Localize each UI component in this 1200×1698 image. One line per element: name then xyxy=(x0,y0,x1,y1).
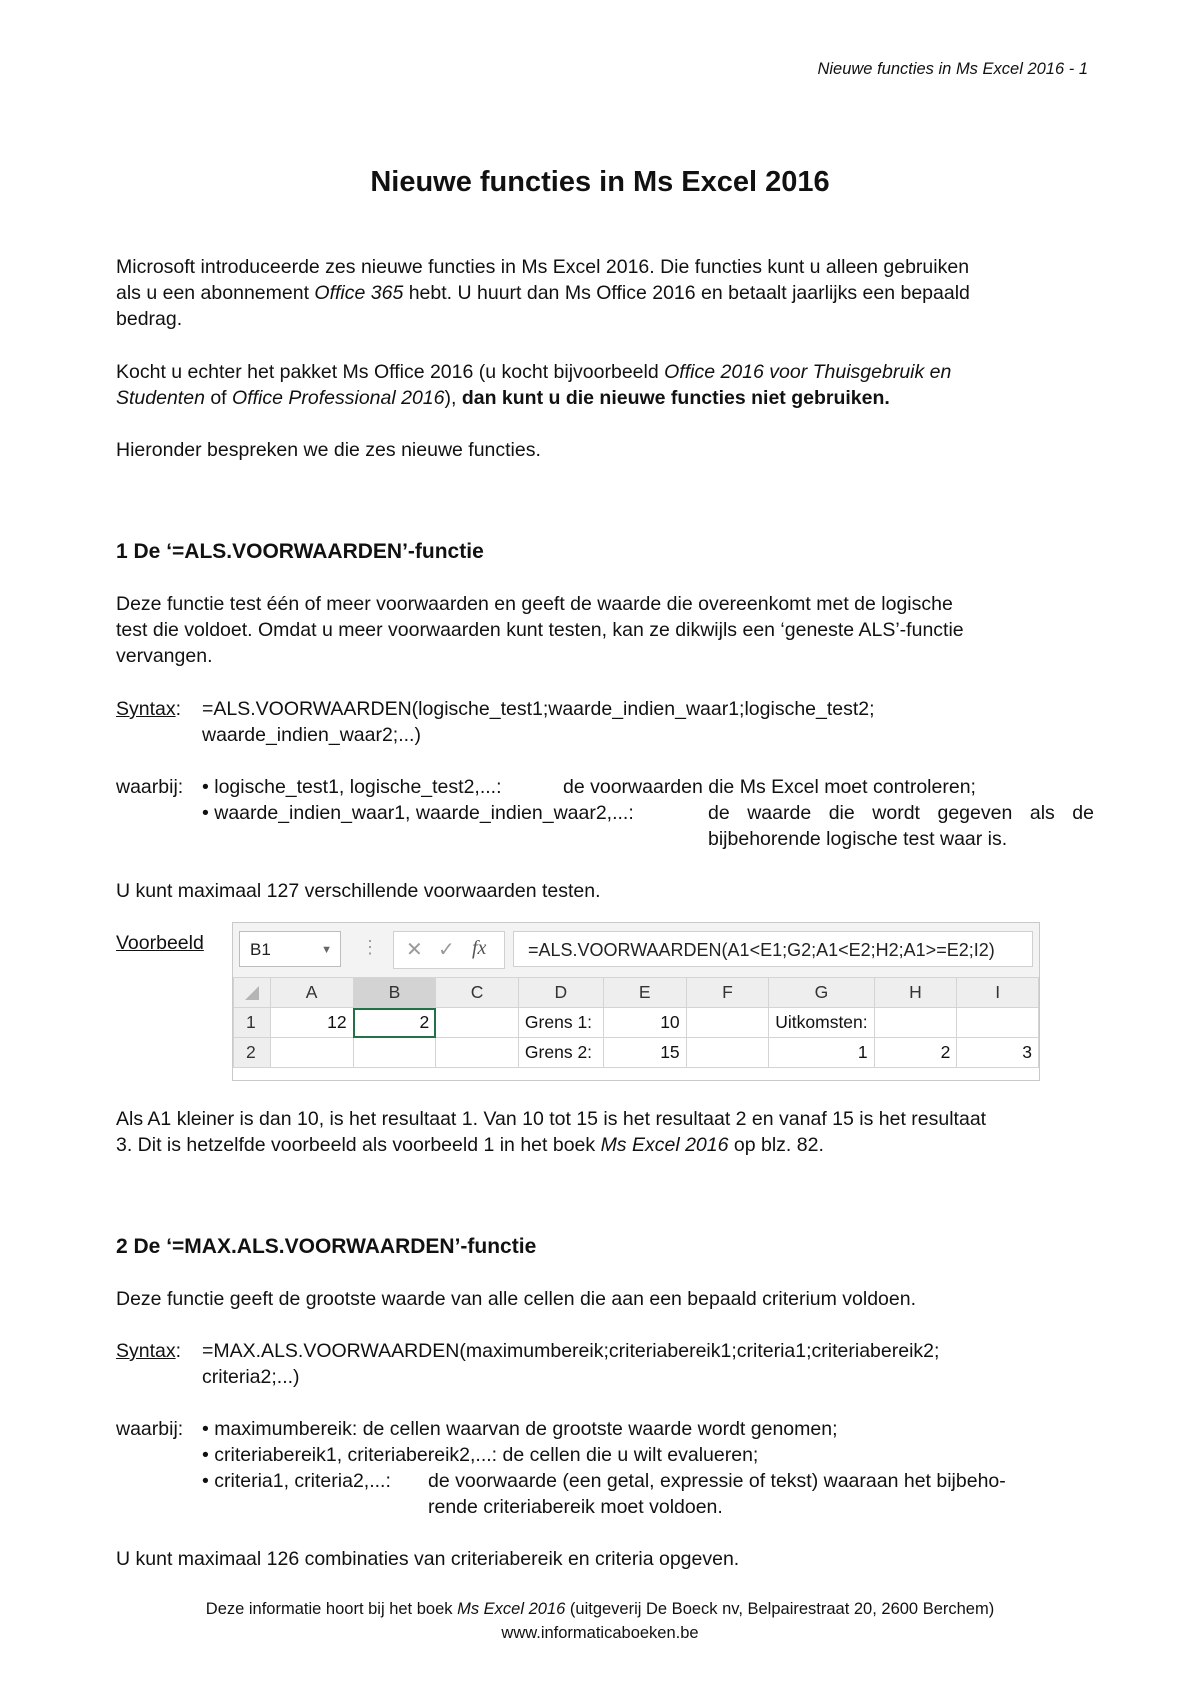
section1-waarbij-label: waarbij: xyxy=(116,776,184,798)
footer-line-1 xyxy=(0,1600,1200,1619)
section1-syntax-line-2: waarde_indien_waar2;...) xyxy=(202,724,421,746)
section1-desc-line-1: Deze functie test één of meer voorwaarden en geeft de waarde die overeenkomt met de logische xyxy=(116,593,953,615)
cell-g1[interactable]: Uitkomsten: xyxy=(769,1008,874,1038)
formula-buttons xyxy=(393,931,505,969)
product-name: Office 2016 voor Thuisgebruik en xyxy=(664,361,952,383)
cell-h1[interactable] xyxy=(874,1008,957,1038)
column-header[interactable]: E xyxy=(603,978,686,1008)
section2-bullet-2: • criteriabereik1, criteriabereik2,...: de cellen die u wilt evalueren; xyxy=(202,1444,759,1466)
cell-c2[interactable] xyxy=(436,1038,519,1068)
text-run: hebt. U huurt dan Ms Office 2016 en betaalt jaarlijks een bepaald xyxy=(403,282,970,304)
intro-p2-line-1 xyxy=(116,359,951,385)
cell-f2[interactable] xyxy=(686,1038,769,1068)
section1-bullet-2-desc-line-2: bijbehorende logische test waar is. xyxy=(708,828,1008,850)
cell-i2[interactable]: 3 xyxy=(957,1038,1039,1068)
cell-h2[interactable]: 2 xyxy=(874,1038,957,1068)
column-header[interactable]: A xyxy=(270,978,353,1008)
intro-line-2 xyxy=(116,280,970,306)
spreadsheet-grid xyxy=(233,977,1039,1068)
section1-heading: 1 De ‘=ALS.VOORWAARDEN’-functie xyxy=(116,540,484,563)
column-header[interactable]: F xyxy=(686,978,769,1008)
column-header[interactable]: B xyxy=(353,978,436,1008)
book-title: Ms Excel 2016 xyxy=(457,1600,566,1618)
section1-desc-line-3: vervangen. xyxy=(116,645,213,667)
text-run: (uitgeverij De Boeck nv, Belpairestraat 20, 2600 Berchem) xyxy=(565,1600,995,1618)
section2-bullet-3-desc: de voorwaarde (een getal, expressie of tekst) waaraan het bijbeho- xyxy=(428,1470,1006,1492)
column-header[interactable]: G xyxy=(769,978,874,1008)
voorbeeld-label-text: Voorbeeld xyxy=(116,932,204,954)
syntax-colon: : xyxy=(175,698,182,720)
text-run: Kocht u echter het pakket Ms Office 2016 (u kocht bijvoorbeeld xyxy=(116,361,665,383)
text-run: Deze informatie hoort bij het boek xyxy=(205,1600,458,1618)
section2-bullet-3-term: • criteria1, criteria2,...: xyxy=(202,1470,391,1492)
section1-syntax-label xyxy=(116,696,181,722)
section2-bullet-1: • maximumbereik: de cellen waarvan de grootste waarde wordt genomen; xyxy=(202,1418,838,1440)
name-box-value: B1 xyxy=(250,940,271,959)
table-row xyxy=(234,1008,1039,1038)
text-run: op blz. 82. xyxy=(728,1134,824,1156)
section2-max-text: U kunt maximaal 126 combinaties van criteriabereik en criteria opgeven. xyxy=(116,1548,740,1570)
section1-expl-line-2 xyxy=(116,1132,824,1158)
cell-d1[interactable]: Grens 1: xyxy=(518,1008,603,1038)
intro-line-1: Microsoft introduceerde zes nieuwe functies in Ms Excel 2016. Die functies kunt u alleen gebruiken xyxy=(116,256,970,278)
chevron-down-icon[interactable]: ▼ xyxy=(321,944,332,956)
book-title: Ms Excel 2016 xyxy=(600,1134,729,1156)
insert-function-icon[interactable]: fx xyxy=(472,937,487,959)
cancel-icon[interactable]: ✕ xyxy=(406,939,423,961)
syntax-label: Syntax xyxy=(116,1340,176,1362)
section2-syntax-label xyxy=(116,1338,181,1364)
formula-input[interactable]: =ALS.VOORWAARDEN(A1<E1;G2;A1<E2;H2;A1>=E2;I2) xyxy=(513,931,1033,967)
cell-i1[interactable] xyxy=(957,1008,1039,1038)
name-box[interactable] xyxy=(239,931,341,967)
cell-d2[interactable]: Grens 2: xyxy=(518,1038,603,1068)
column-header[interactable]: I xyxy=(957,978,1039,1008)
page-title: Nieuwe functies in Ms Excel 2016 xyxy=(370,166,830,198)
table-row xyxy=(234,1038,1039,1068)
section1-bullet-1-desc: de voorwaarden die Ms Excel moet controleren; xyxy=(563,776,976,798)
cell-a2[interactable] xyxy=(270,1038,353,1068)
section2-syntax-line-1: =MAX.ALS.VOORWAARDEN(maximumbereik;criteriabereik1;criteria1;criteriabereik2; xyxy=(202,1340,940,1362)
voorbeeld-label xyxy=(116,930,204,956)
text-run: of xyxy=(204,387,233,409)
cell-a1[interactable]: 12 xyxy=(270,1008,353,1038)
cell-f1[interactable] xyxy=(686,1008,769,1038)
intro-line-3: bedrag. xyxy=(116,308,183,330)
product-name: Studenten xyxy=(116,387,205,409)
check-icon[interactable]: ✓ xyxy=(438,939,455,961)
section2-bullet-3-desc-line-2: rende criteriabereik moet voldoen. xyxy=(428,1496,723,1518)
excel-screenshot xyxy=(232,922,1040,1081)
column-header[interactable]: C xyxy=(436,978,519,1008)
warning-text: dan kunt u die nieuwe functies niet gebruiken. xyxy=(461,387,890,409)
text-run: als u een abonnement xyxy=(116,282,315,304)
cell-e2[interactable]: 15 xyxy=(603,1038,686,1068)
office365-term: Office 365 xyxy=(314,282,404,304)
grip-icon: ⋮ xyxy=(361,937,379,957)
intro-p3: Hieronder bespreken we die zes nieuwe functies. xyxy=(116,439,541,461)
section2-desc: Deze functie geeft de grootste waarde van alle cellen die aan een bepaald criterium voldoen. xyxy=(116,1288,917,1310)
footer-website: www.informaticaboeken.be xyxy=(501,1624,699,1642)
syntax-colon: : xyxy=(175,1340,182,1362)
select-all-icon xyxy=(245,986,259,1000)
row-header[interactable]: 2 xyxy=(234,1038,271,1068)
section1-syntax-line-1: =ALS.VOORWAARDEN(logische_test1;waarde_indien_waar1;logische_test2; xyxy=(202,698,875,720)
product-name: Office Professional 2016 xyxy=(232,387,445,409)
formula-bar xyxy=(233,923,1039,978)
cell-e1[interactable]: 10 xyxy=(603,1008,686,1038)
section1-max-text: U kunt maximaal 127 verschillende voorwaarden testen. xyxy=(116,880,601,902)
row-header[interactable]: 1 xyxy=(234,1008,271,1038)
text-run: 3. Dit is hetzelfde voorbeeld als voorbeeld 1 in het boek xyxy=(116,1134,601,1156)
running-header: Nieuwe functies in Ms Excel 2016 - 1 xyxy=(817,60,1088,78)
cell-c1[interactable] xyxy=(436,1008,519,1038)
section1-bullet-1-term: • logische_test1, logische_test2,...: xyxy=(202,776,502,798)
select-all-corner[interactable] xyxy=(234,978,271,1008)
section1-bullet-2-desc: de waarde die wordt gegeven als de xyxy=(708,802,1094,824)
section2-syntax-line-2: criteria2;...) xyxy=(202,1366,300,1388)
intro-p2-line-2 xyxy=(116,385,890,411)
cell-b1[interactable]: 2 xyxy=(353,1008,436,1038)
section1-bullet-2-term: • waarde_indien_waar1, waarde_indien_waar2,...: xyxy=(202,802,634,824)
cell-g2[interactable]: 1 xyxy=(769,1038,874,1068)
text-run: ), xyxy=(444,387,462,409)
cell-b2[interactable] xyxy=(353,1038,436,1068)
section1-expl-line-1: Als A1 kleiner is dan 10, is het resultaat 1. Van 10 tot 15 is het resultaat 2 en vanaf 15 is het resultaat xyxy=(116,1108,987,1130)
column-header-row xyxy=(234,978,1039,1008)
section1-desc-line-2: test die voldoet. Omdat u meer voorwaarden kunt testen, kan ze dikwijls een ‘geneste ALS’-functie xyxy=(116,619,964,641)
section2-heading: 2 De ‘=MAX.ALS.VOORWAARDEN’-functie xyxy=(116,1235,537,1258)
syntax-label: Syntax xyxy=(116,698,176,720)
column-header[interactable]: D xyxy=(518,978,603,1008)
section2-waarbij-label: waarbij: xyxy=(116,1418,184,1440)
column-header[interactable]: H xyxy=(874,978,957,1008)
